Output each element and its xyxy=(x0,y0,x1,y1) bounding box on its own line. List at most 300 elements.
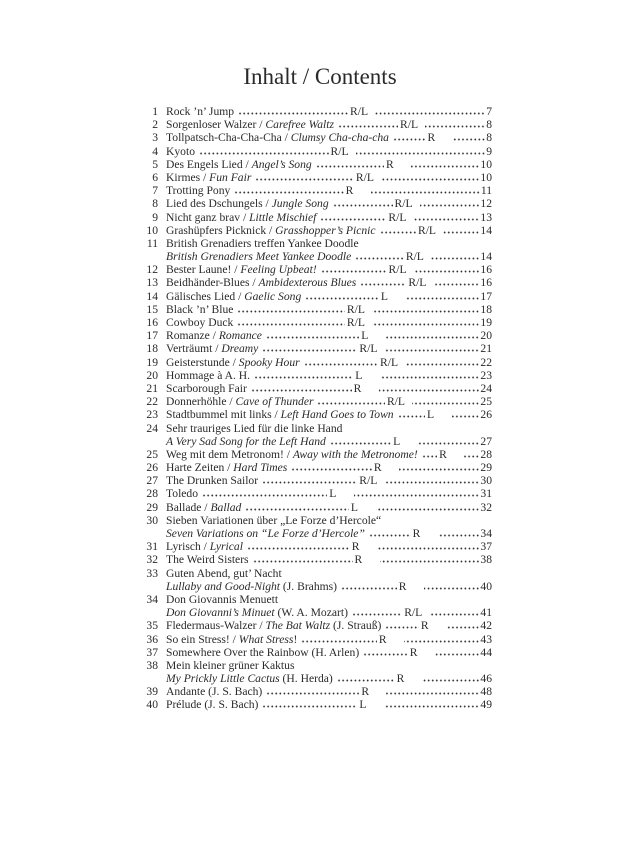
entry-title-english: Angel’s Song xyxy=(251,157,312,171)
entry-number: 36 xyxy=(146,632,158,646)
leader-dots xyxy=(405,358,479,366)
entry-page-number: 14 xyxy=(480,250,493,264)
entry-title-german: Toledo xyxy=(166,487,199,501)
entry-hand: L xyxy=(359,698,367,712)
entry-number: 32 xyxy=(146,553,158,567)
toc-entry xyxy=(128,685,492,698)
entry-number: 5 xyxy=(152,157,158,171)
entry-hand: R/L xyxy=(408,276,427,290)
toc-entry xyxy=(128,448,492,461)
entry-title-english: My Prickly Little Cactus xyxy=(166,672,280,686)
entry-page-number: 17 xyxy=(480,289,492,303)
entry-title-german: Verträumt / xyxy=(166,342,222,356)
entry-number: 2 xyxy=(152,118,158,132)
entry-title xyxy=(166,672,333,685)
entry-hand: R/L xyxy=(405,250,424,264)
toc-entry xyxy=(128,408,492,421)
leader-dots xyxy=(412,397,479,405)
entry-title-german: Black ’n’ Blue xyxy=(166,302,234,316)
entry-page-number: 12 xyxy=(480,197,492,211)
leader-dots xyxy=(254,371,353,379)
entry-title-english: What Stress xyxy=(238,632,294,646)
leader-dots xyxy=(354,489,479,497)
entry-hand: L xyxy=(361,329,369,343)
leader-dots xyxy=(433,278,479,286)
entry-page-number: 18 xyxy=(480,302,492,316)
entry-hand: R xyxy=(420,619,429,633)
entry-title-german: Andante (J. S. Bach) xyxy=(166,685,263,699)
entry-page-number: 42 xyxy=(480,619,493,633)
entry-title-german: Prélude (J. S. Bach) xyxy=(166,698,259,712)
leader-dots xyxy=(385,621,419,629)
entry-number: 17 xyxy=(146,329,158,343)
entry-title xyxy=(166,408,394,421)
toc-entry-heading xyxy=(128,567,492,580)
leader-dots xyxy=(464,450,479,458)
entry-hand: R/L xyxy=(346,316,365,329)
entry-title-german: Somewhere Over the Rainbow (H. Arlen) xyxy=(166,645,360,659)
toc-entry xyxy=(128,553,492,566)
leader-dots xyxy=(330,437,391,445)
entry-hand: R xyxy=(351,540,360,554)
entry-number: 33 xyxy=(146,566,158,580)
entry-hand: R/L xyxy=(380,355,399,369)
toc-entry-heading xyxy=(128,659,492,672)
toc-entry xyxy=(128,487,492,500)
entry-title xyxy=(166,553,249,566)
entry-title xyxy=(166,487,198,500)
entry-title-german: Weg mit dem Metronom! / xyxy=(166,447,293,461)
entry-title xyxy=(166,342,258,355)
leader-dots xyxy=(251,384,352,392)
entry-number: 10 xyxy=(146,223,158,237)
entry-number: 38 xyxy=(146,658,158,672)
toc-entry xyxy=(128,395,492,408)
entry-number: 7 xyxy=(152,184,158,198)
entry-title xyxy=(166,158,312,171)
entry-title-english: Grasshopper’s Picnic xyxy=(275,223,376,237)
entry-title xyxy=(166,619,381,632)
leader-dots xyxy=(425,120,485,128)
entry-page-number: 16 xyxy=(480,276,492,290)
entry-title xyxy=(166,540,243,553)
entry-title xyxy=(166,145,195,158)
entry-number: 23 xyxy=(146,408,158,422)
entry-hand: R/L xyxy=(355,170,374,184)
entry-title-english: Ambidexterous Blues xyxy=(258,276,357,290)
toc-entry xyxy=(128,276,492,289)
leader-dots xyxy=(399,463,480,471)
toc-entry-heading xyxy=(128,593,492,606)
entry-title-english: Spooky Hour xyxy=(238,355,300,369)
entry-page-number: 24 xyxy=(480,381,493,395)
leader-dots xyxy=(202,489,327,497)
entry-title xyxy=(166,698,258,711)
leader-dots xyxy=(422,450,437,458)
toc-entry xyxy=(128,474,492,487)
leader-dots xyxy=(380,371,479,379)
leader-dots xyxy=(422,674,480,682)
entry-number: 18 xyxy=(146,342,158,356)
leader-dots xyxy=(431,252,480,260)
leader-dots xyxy=(384,476,479,484)
leader-dots xyxy=(443,226,479,234)
toc-entry xyxy=(128,250,492,263)
entry-number: 24 xyxy=(146,421,158,435)
leader-dots xyxy=(360,278,406,286)
toc-entry xyxy=(128,633,492,646)
entry-title xyxy=(166,685,262,698)
entry-number: 21 xyxy=(146,381,158,395)
entry-title xyxy=(166,224,376,237)
toc-entry xyxy=(128,698,492,711)
entry-number: 40 xyxy=(146,698,158,712)
leader-dots xyxy=(266,331,359,339)
entry-title xyxy=(166,184,230,197)
entry-number: 16 xyxy=(146,316,158,329)
toc-entry xyxy=(128,646,492,659)
entry-hand: R/L xyxy=(346,302,365,316)
leader-dots xyxy=(384,344,479,352)
entry-hand: R xyxy=(396,672,405,686)
entry-title-english: Ballad xyxy=(210,500,242,514)
toc-entry xyxy=(128,290,492,303)
entry-number: 30 xyxy=(146,513,158,527)
entry-number: 34 xyxy=(146,592,158,606)
entry-title-english: Left Hand Goes to Town xyxy=(280,408,394,422)
entry-title-english: Away with the Metronome! xyxy=(292,447,418,461)
toc-entry xyxy=(128,369,492,382)
entry-title-german: Rock ’n’ Jump xyxy=(166,105,235,118)
leader-dots xyxy=(316,160,384,168)
leader-dots xyxy=(372,318,480,326)
leader-dots xyxy=(317,397,384,405)
leader-dots xyxy=(452,410,479,418)
entry-title xyxy=(166,356,300,369)
entry-page-number: 28 xyxy=(480,447,493,461)
entry-title xyxy=(166,263,317,276)
entry-title-english: Lullaby and Good-Night xyxy=(166,579,281,593)
toc-entry xyxy=(128,303,492,316)
entry-title xyxy=(166,250,351,263)
entry-hand: R xyxy=(345,184,354,198)
entry-hand: R xyxy=(354,553,363,567)
table-of-contents xyxy=(128,105,492,712)
entry-page-number: 34 xyxy=(480,527,492,540)
entry-title-german: Donnerhöhle / xyxy=(166,395,236,409)
leader-dots xyxy=(375,107,485,115)
entry-number: 11 xyxy=(146,236,158,250)
toc-entry xyxy=(128,606,492,619)
entry-title-german: Romanze / xyxy=(166,329,219,343)
entry-page-number: 37 xyxy=(480,540,493,554)
leader-dots xyxy=(420,199,480,207)
leader-dots xyxy=(337,674,395,682)
entry-title-german: Des Engels Lied / xyxy=(166,157,252,171)
entry-page-number: 25 xyxy=(480,395,493,409)
entry-title-german: Kirmes / xyxy=(166,170,210,184)
entry-page-number: 9 xyxy=(486,144,493,158)
toc-entry xyxy=(128,131,492,144)
toc-entry xyxy=(128,197,492,210)
entry-page-number: 27 xyxy=(480,434,492,448)
entry-title-german: Sorgenloser Walzer / xyxy=(166,118,266,132)
toc-entry xyxy=(128,118,492,131)
entry-page-number: 32 xyxy=(480,500,493,514)
entry-page-number: 46 xyxy=(480,672,492,686)
leader-dots xyxy=(413,213,479,221)
entry-composer: (H. Herda) xyxy=(279,672,333,686)
entry-page-number: 16 xyxy=(480,263,492,277)
entry-number: 37 xyxy=(146,645,158,659)
leader-dots xyxy=(404,635,480,643)
leader-dots xyxy=(381,173,480,181)
entry-composer: (W. A. Mozart) xyxy=(274,606,348,620)
entry-title xyxy=(166,395,313,408)
entry-title xyxy=(166,461,287,474)
leader-dots xyxy=(262,476,357,484)
entry-title-german: Bester Laune! / xyxy=(166,263,241,277)
entry-hand: L xyxy=(329,487,337,501)
entry-number: 26 xyxy=(146,461,158,475)
entry-title-german: Hommage à A. H. xyxy=(166,368,251,382)
leader-dots xyxy=(234,186,343,194)
entry-number: 19 xyxy=(146,355,158,369)
toc-entry xyxy=(128,540,492,553)
entry-hand: R/L xyxy=(404,606,423,620)
toc-entry-heading xyxy=(128,514,492,527)
entry-title xyxy=(166,501,241,514)
leader-dots xyxy=(255,173,354,181)
leader-dots xyxy=(435,648,480,656)
entry-title xyxy=(166,197,329,210)
entry-title-english: Cave of Thunder xyxy=(235,395,314,409)
entry-title-german: Sieben Variationen über „Le Forze d’Hercole“ xyxy=(166,513,382,527)
entry-page-number: 21 xyxy=(480,342,492,356)
entry-title-english: The Bat Waltz xyxy=(265,619,331,633)
entry-title xyxy=(166,382,247,395)
leader-dots xyxy=(384,700,479,708)
toc-entry xyxy=(128,501,492,514)
entry-number: 14 xyxy=(146,289,158,303)
leader-dots xyxy=(352,608,402,616)
entry-title-german: Beidhänder-Blues / xyxy=(166,276,259,290)
leader-dots xyxy=(376,503,480,511)
entry-hand: R xyxy=(353,381,362,395)
entry-title-german: So ein Stress! / xyxy=(166,632,239,646)
entry-number: 27 xyxy=(146,474,158,488)
entry-title xyxy=(166,474,258,487)
entry-page-number: 10 xyxy=(480,157,493,171)
entry-number: 6 xyxy=(152,170,158,184)
toc-entry xyxy=(128,329,492,342)
entry-title-german: Lied des Dschungels / xyxy=(166,197,272,211)
entry-page-number: 10 xyxy=(480,170,492,184)
leader-dots xyxy=(304,358,378,366)
toc-entry xyxy=(128,356,492,369)
entry-number: 4 xyxy=(152,144,158,158)
entry-composer: ! xyxy=(293,632,298,646)
entry-number: 28 xyxy=(146,487,158,501)
leader-dots xyxy=(379,384,480,392)
leader-dots xyxy=(429,608,479,616)
entry-title-german: Grashüpfers Picknick / xyxy=(166,223,276,237)
entry-title xyxy=(166,316,233,329)
entry-page-number: 40 xyxy=(480,579,493,593)
leader-dots xyxy=(237,305,345,313)
toc-entry xyxy=(128,171,492,184)
entry-title xyxy=(166,211,316,224)
leader-dots xyxy=(321,265,387,273)
entry-page-number: 26 xyxy=(480,408,493,422)
toc-entry xyxy=(128,527,492,540)
entry-number: 22 xyxy=(146,395,158,409)
toc-entry xyxy=(128,224,492,237)
entry-page-number: 31 xyxy=(480,487,492,501)
leader-dots xyxy=(446,621,480,629)
leader-dots xyxy=(398,410,425,418)
entry-hand: R xyxy=(412,527,421,540)
leader-dots xyxy=(320,213,386,221)
entry-title-german: Sehr trauriges Lied für die linke Hand xyxy=(166,421,343,435)
leader-dots xyxy=(262,344,357,352)
entry-page-number: 44 xyxy=(480,645,492,659)
entry-title xyxy=(166,171,251,184)
entry-page-number: 23 xyxy=(480,368,493,382)
entry-title-german: Lyrisch / xyxy=(166,540,210,554)
entry-title-german: Nicht ganz brav / xyxy=(166,210,250,224)
entry-hand: R xyxy=(378,632,387,646)
entry-title-german: Cowboy Duck xyxy=(166,316,234,329)
entry-hand: R/L xyxy=(388,210,407,224)
entry-title xyxy=(166,580,337,593)
entry-title-english: Fun Fair xyxy=(209,170,252,184)
entry-hand: R/L xyxy=(400,118,419,132)
leader-dots xyxy=(301,635,377,643)
leader-dots xyxy=(414,265,480,273)
entry-title xyxy=(166,606,348,619)
entry-title-german: Geisterstunde / xyxy=(166,355,239,369)
entry-title-english: Jungle Song xyxy=(271,197,329,211)
entry-hand: R/L xyxy=(417,223,437,237)
leader-dots xyxy=(418,437,479,445)
toc-entry xyxy=(128,145,492,158)
entry-number: 29 xyxy=(146,500,158,514)
entry-hand: L xyxy=(427,408,435,422)
entry-title-english: British Grenadiers Meet Yankee Doodle xyxy=(166,250,352,264)
entry-hand: L xyxy=(355,368,363,382)
entry-hand: R/L xyxy=(350,105,369,118)
entry-hand: L xyxy=(393,434,401,448)
entry-title-english: Gaelic Song xyxy=(244,289,302,303)
entry-title-english: Carefree Waltz xyxy=(265,118,335,132)
toc-entry xyxy=(128,580,492,593)
entry-page-number: 8 xyxy=(486,131,493,145)
entry-title xyxy=(166,329,262,342)
entry-number: 13 xyxy=(146,276,158,290)
toc-entry xyxy=(128,435,492,448)
leader-dots xyxy=(253,555,353,563)
entry-title xyxy=(166,105,234,118)
entry-number: 35 xyxy=(146,619,158,633)
leader-dots xyxy=(356,147,486,155)
entry-page-number: 8 xyxy=(486,118,493,132)
leader-dots xyxy=(341,582,397,590)
leader-dots xyxy=(377,542,480,550)
entry-title xyxy=(166,131,389,144)
entry-title-german: Stadtbummel mit links / xyxy=(166,408,281,422)
entry-page-number: 41 xyxy=(480,606,493,620)
leader-dots xyxy=(411,160,479,168)
entry-number: 3 xyxy=(152,131,158,145)
leader-dots xyxy=(266,687,359,695)
entry-title xyxy=(166,527,365,540)
entry-number: 8 xyxy=(152,197,158,211)
entry-hand: R xyxy=(427,131,436,145)
leader-dots xyxy=(406,292,480,300)
entry-hand: R/L xyxy=(359,474,378,488)
leader-dots xyxy=(386,687,479,695)
toc-entry xyxy=(128,263,492,276)
leader-dots xyxy=(380,555,480,563)
entry-title-english: Clumsy Cha-cha-cha xyxy=(290,131,389,145)
toc-entry xyxy=(128,105,492,118)
entry-number: 25 xyxy=(146,447,158,461)
entry-title-german: The Weird Sisters xyxy=(166,553,249,567)
entry-hand: R xyxy=(361,685,370,699)
entry-title-english: Feeling Upbeat! xyxy=(240,263,317,277)
entry-hand: R xyxy=(439,447,447,461)
entry-page-number: 49 xyxy=(480,698,493,712)
toc-entry-heading xyxy=(128,237,492,250)
leader-dots xyxy=(393,133,426,141)
entry-title xyxy=(166,435,326,448)
entry-page-number: 20 xyxy=(480,329,493,343)
leader-dots xyxy=(245,503,349,511)
entry-number: 31 xyxy=(146,540,158,554)
leader-dots xyxy=(424,582,480,590)
entry-hand: L xyxy=(380,289,388,303)
leader-dots xyxy=(338,120,398,128)
entry-hand: R/L xyxy=(359,342,378,356)
entry-hand: R xyxy=(373,461,382,475)
entry-number: 15 xyxy=(146,302,158,316)
entry-page-number: 38 xyxy=(480,553,493,567)
entry-page-number: 13 xyxy=(480,210,492,224)
entry-title-german: Tollpatsch-Cha-Cha-Cha / xyxy=(166,131,291,145)
toc-entry xyxy=(128,211,492,224)
entry-hand: R/L xyxy=(394,197,413,211)
entry-title-german: Fledermaus-Walzer / xyxy=(166,619,266,633)
toc-entry xyxy=(128,158,492,171)
entry-number: 12 xyxy=(146,263,158,277)
entry-number: 9 xyxy=(152,210,158,224)
entry-title-english: Little Mischief xyxy=(249,210,317,224)
entry-page-number: 7 xyxy=(486,105,492,118)
entry-hand: L xyxy=(350,500,358,514)
entry-title-english: Romance xyxy=(218,329,262,343)
leader-dots xyxy=(199,147,329,155)
entry-page-number: 30 xyxy=(480,474,492,488)
toc-entry xyxy=(128,672,492,685)
entry-number: 39 xyxy=(146,685,158,699)
leader-dots xyxy=(237,318,345,326)
entry-title-english: Dreamy xyxy=(221,342,259,356)
toc-entry xyxy=(128,184,492,197)
entry-number: 20 xyxy=(146,368,158,382)
entry-title-german: Gälisches Lied / xyxy=(166,289,245,303)
entry-page-number: 11 xyxy=(480,184,492,198)
